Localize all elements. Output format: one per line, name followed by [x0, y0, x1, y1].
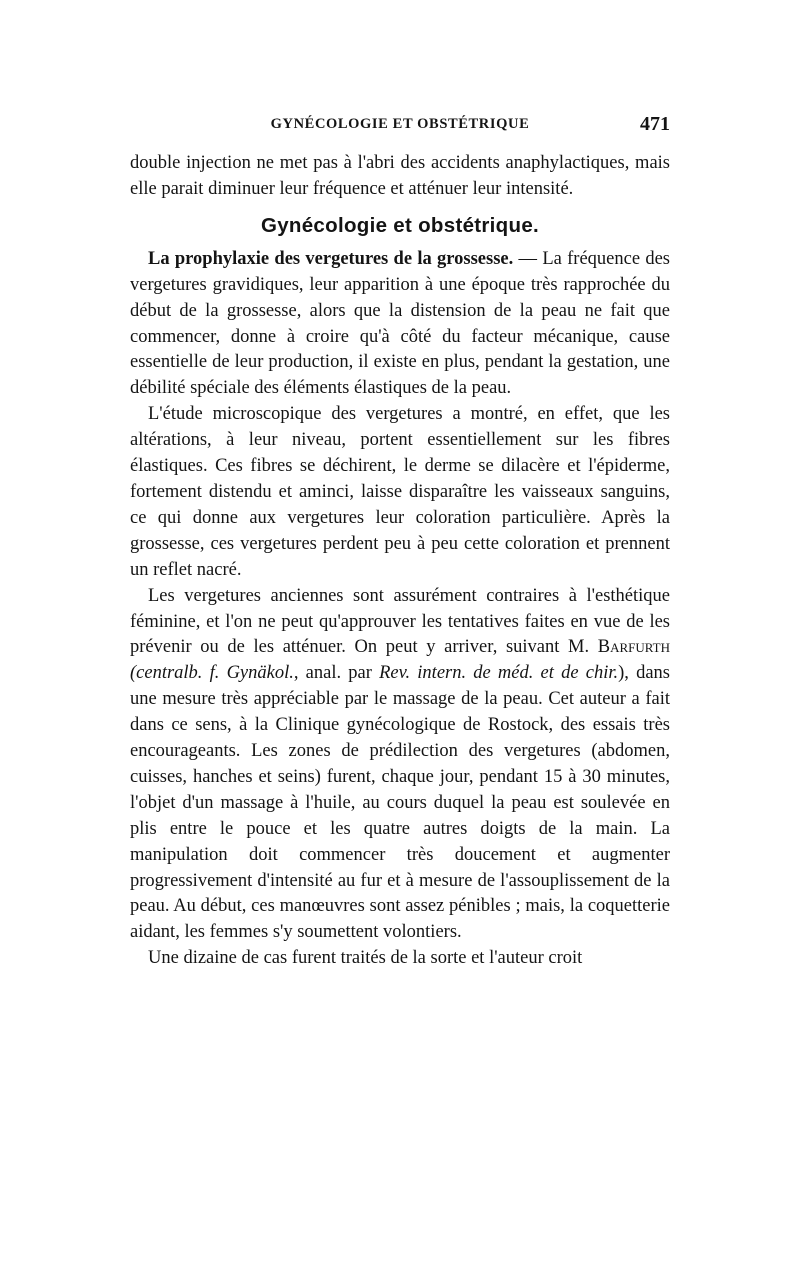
review-reference: Rev. intern. de méd. et de chir.: [379, 663, 619, 684]
journal-reference: (centralb. f. Gynäkol.: [130, 663, 294, 684]
paragraph-3-part-a: Les vergetures anciennes sont assurément contraires à l'esthétique féminine, et l'on ne peut qu'approuver les tentatives faites en vue de les prévenir ou de les atténuer. On peut y arriver, suivant M.: [130, 585, 670, 658]
author-name: Barfurth: [597, 637, 670, 658]
paragraph-3-part-b: , anal. par: [293, 663, 380, 684]
body-text: [130, 151, 670, 972]
paragraph-1: [130, 247, 670, 402]
paragraph-3-part-c: ), dans une mesure très appréciable par le massage de la peau. Cet auteur a fait dans ce sens, à la Clinique gynécologique de Rostock, des essais très encourageants. Les zones de prédilection des vergetures (abdomen, cuisses, hanches et seins) furent, chaque jour, pendant 15 à 30 minutes, l'objet d'un massage à l'huile, au cours duquel la peau est soulevée en plis entre le pouce et les quatre autres doigts de la main. La manipulation doit commencer très doucement et augmenter progressivement d'intensité au fur et à mesure de l'assouplissement de la peau. Au début, ces manœuvres sont assez pénibles ; mais, la coquetterie aidant, les femmes s'y soumettent volontiers.: [130, 663, 671, 943]
intro-paragraph: double injection ne met pas à l'abri des accidents anaphylactiques, mais elle parait diminuer leur fréquence et atténuer leur intensité.: [130, 153, 670, 199]
running-head: [130, 113, 670, 138]
paragraph-1-text: — La fréquence des vergetures gravidiques, leur apparition à une époque très rapprochée du début de la grossesse, alors que la distension de la peau ne fait que commencer, donne à croire qu'à côté du facteur mécanique, cause essentielle de leur production, il existe en plus, pendant la gestation, une débilité spéciale des éléments élastiques de la peau.: [130, 248, 670, 399]
section-heading: Gynécologie et obstétrique.: [260, 213, 540, 237]
article-title: La prophylaxie des vergetures de la grossesse.: [148, 248, 514, 269]
paragraph-2: L'étude microscopique des vergetures a montré, en effet, que les altérations, à leur niveau, portent essentiellement sur les fibres élastiques. Ces fibres se déchirent, le derme se dilacère et l'épiderme, fortement distendu et aminci, laisse disparaître les vaisseaux sanguins, ce qui donne aux vergetures leur coloration particulière. Après la grossesse, ces vergetures perdent peu à peu cette coloration et prennent un reflet nacré.: [130, 404, 670, 580]
running-title: GYNÉCOLOGIE ET OBSTÉTRIQUE: [270, 116, 530, 132]
paragraph-4: Une dizaine de cas furent traités de la sorte et l'auteur croit: [148, 948, 583, 969]
page-number: 471: [640, 113, 670, 135]
paragraph-3: [130, 584, 670, 947]
